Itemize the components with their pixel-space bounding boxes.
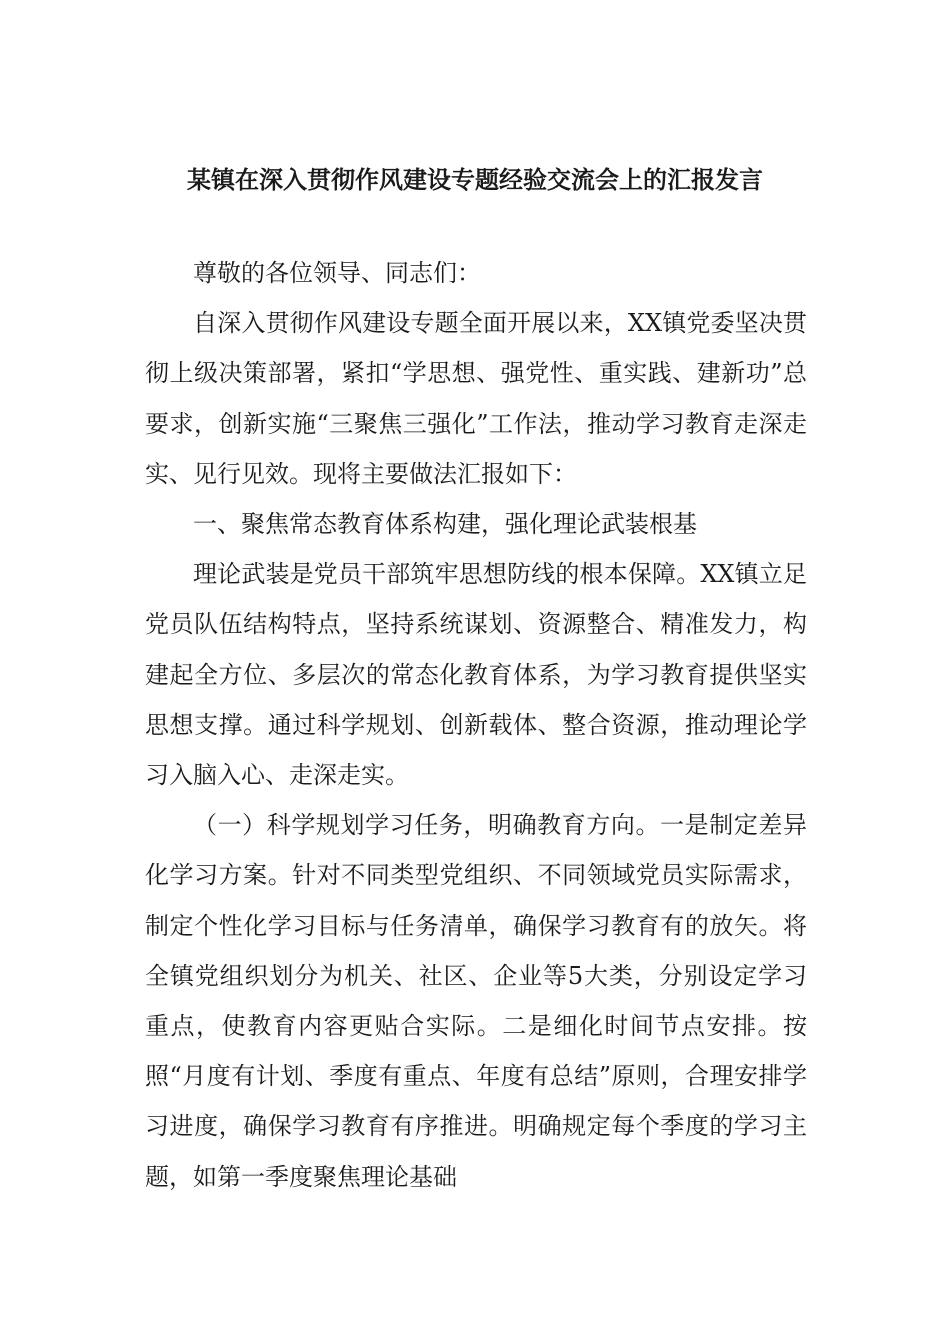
document-title: 某镇在深入贯彻作风建设专题经验交流会上的汇报发言 bbox=[187, 165, 763, 194]
section-heading: 一、聚焦常态教育体系构建，强化理论武装根基 bbox=[193, 510, 697, 539]
section-paragraph: 理论武装是党员干部筑牢思想防线的根本保障。XX镇立足党员队伍结构特点，坚持系统谋划、资源整合、精准发力，构建起全方位、多层次的常态化教育体系，为学习教育提供坚实思想支撑。通过科学规划、创新载体、整合资源，推动理论学习入脑入心、走深走实。 bbox=[145, 560, 807, 790]
subsection-paragraph: （一）科学规划学习任务，明确教育方向。一是制定差异化学习方案。针对不同类型党组织、不同领域党员实际需求，制定个性化学习目标与任务清单，确保学习教育有的放矢。将全镇党组织划分为机关、社区、企业等5大类，分别设定学习重点，使教育内容更贴合实际。二是细化时间节点安排。按照“月度有计划、季度有重点、年度有总结”原则，合理安排学习进度，确保学习教育有序推进。明确规定每个季度的学习主题，如第一季度聚焦理论基础 bbox=[145, 811, 807, 1191]
salutation: 尊敬的各位领导、同志们： bbox=[193, 259, 481, 287]
document-body bbox=[145, 248, 807, 1202]
intro-paragraph: 自深入贯彻作风建设专题全面开展以来，XX镇党委坚决贯彻上级决策部署，紧扣“学思想、强党性、重实践、建新功”总要求，创新实施“三聚焦三强化”工作法，推动学习教育走深走实、见行见效。现将主要做法汇报如下： bbox=[145, 309, 807, 488]
